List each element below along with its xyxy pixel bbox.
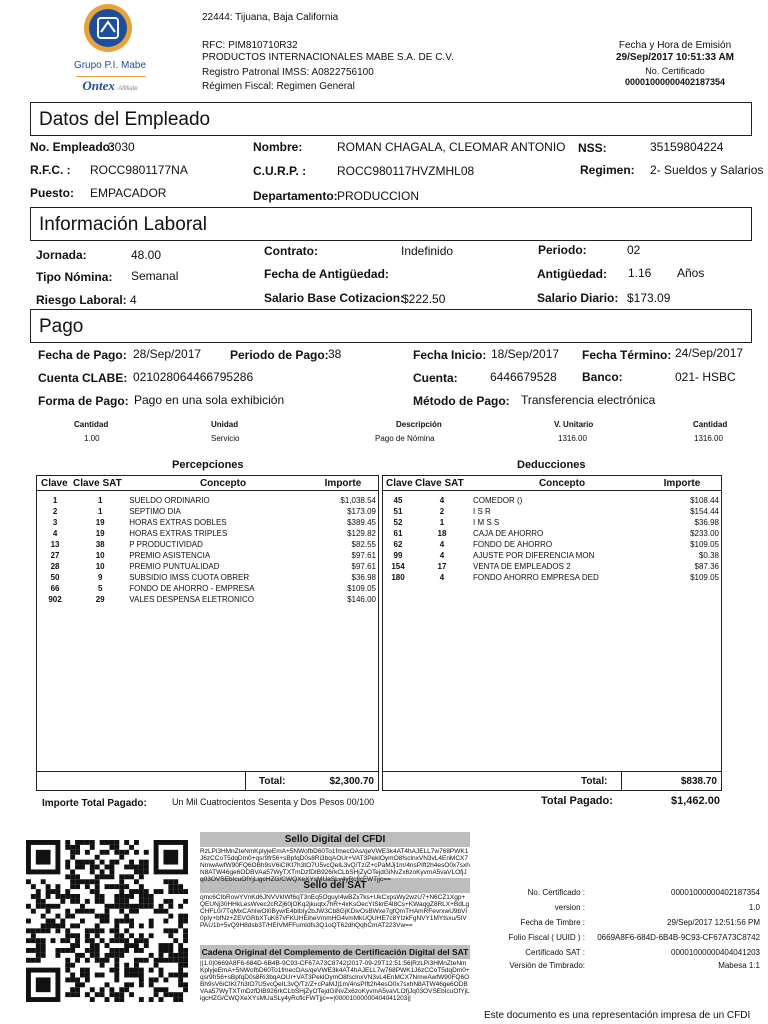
concepto-cantidad: 1.00 [84,434,100,443]
row-concepto: HORAS EXTRAS TRIPLES [129,529,228,538]
row-concepto: I S R [473,507,491,516]
row-clave-sat: 17 [437,562,447,571]
row-importe: $82.55 [351,540,376,549]
row-clave-sat: 4 [439,551,445,560]
perc-header-clavesat: Clave SAT [73,477,122,489]
row-clave-sat: 4 [439,540,445,549]
ded-header-clave: Clave [386,477,413,489]
row-concepto: VALES DESPENSA ELETRONICO [129,595,255,604]
logo-text: Grupo P.I. Mabe [73,60,147,71]
row-clave-sat: 19 [95,529,105,538]
row-clave: 51 [393,507,403,516]
contrato-label: Contrato: [264,244,318,258]
row-importe: $1,038.54 [340,496,376,505]
periodo-pago-label: Periodo de Pago: [230,348,329,362]
fecha-antiguedad-label: Fecha de Antigüedad: [264,267,389,281]
deducciones-rows [383,495,721,583]
row-importe: $36.98 [351,573,376,582]
nombre-label: Nombre: [253,140,303,154]
mabe-logo-icon [70,2,160,62]
salario-diario-value: $173.09 [627,291,671,305]
row-importe: $0.38 [698,551,719,560]
row-clave: 52 [393,518,403,527]
puesto-value: EMPACADOR [90,186,167,200]
deducciones-table [382,475,722,791]
row-clave-sat: 9 [97,573,103,582]
tipo-nomina-label: Tipo Nómina: [36,270,113,284]
antiguedad-label: Antigüedad: [537,267,607,281]
perc-header-importe: Importe [324,477,362,489]
row-clave-sat: 4 [439,496,445,505]
cuenta-clabe-value: 021028064466795286 [133,370,254,384]
total-pagado-value: $1,462.00 [671,795,720,807]
sello-sat-title: Sello del SAT [200,878,470,893]
timbre-vtimbrado-label: Versión de Timbrado: [509,961,585,970]
departamento-value: PRODUCCION [337,189,420,203]
ontex-affiliate: Affiliate [117,86,138,92]
table-row [37,528,378,539]
row-clave: 28 [50,562,60,571]
fecha-pago-label: Fecha de Pago: [38,348,127,362]
fecha-pago-value: 28/Sep/2017 [133,347,202,361]
metodo-pago-value: Transferencia electrónica [521,393,656,407]
row-clave-sat: 29 [95,595,105,604]
tipo-nomina-value: Semanal [131,269,179,283]
row-concepto: AJUSTE POR DIFERENCIA MON [473,551,595,560]
banco-value: 021- HSBC [675,370,736,384]
table-row [37,583,378,594]
row-concepto: PREMIO ASISTENCIA [129,551,211,560]
antiguedad-value: 1.16 [628,266,652,280]
ontex-logo: Ontex [82,78,115,93]
curp-label: C.U.R.P. : [253,164,307,178]
jornada-value: 48.00 [131,248,162,262]
section-title: Información Laboral [39,214,207,235]
table-row [383,495,721,506]
sello-cfdi-title: Sello Digital del CFDI [200,832,470,847]
table-row [37,517,378,528]
timbre-folio-value: 0669A8F6-684D-6B4B-9C93-CF67A73C8742 [597,933,760,942]
timbre-cert-label: No. Certificado : [527,888,585,897]
row-importe: $154.44 [690,507,719,516]
riesgo-value: 4 [130,293,137,307]
emision-value: 29/Sep/2017 10:51:33 AM [615,52,735,63]
sello-sat-text: qmc6CIbRowYVnKd6JNVVkIWf6qT3nEq5OguyI4wBZx7ks+UkCxpsWy2wzU7+N6CZ1Xgp+QEUNj30HHkLesWvec2cRZj60jOKq2jkuqtx7hR+4xKsOecYISkrE4l8Cs+KWaqgZ8RLX+BdLgCHFL0/7TqMxCAhIwOl0Byw/E4bIbIy2bJW3Cb8GjKDivOsBWxe7gfQmTHAmRFevrxwU9bVl0pIy+bfNz+ZEVGRbXTuK67vFKUHEiheVmmHG4vmMkUQUHE7c8YIzkFgNVY1MYtsxu/5IVPAU1b+5vQ9H8dsb3T/HEIVMFFumIdfs3Q1oQT62dhQqhCmAT223Vw== [200,894,470,929]
row-importe: $108.44 [690,496,719,505]
regimen-value: 2- Sueldos y Salarios [650,163,764,177]
sellos-block [200,832,470,1009]
row-importe: $233.00 [690,529,719,538]
row-importe: $87.36 [694,562,719,571]
timbre-certsat-label: Certificado SAT : [525,948,585,957]
regimen-label: Regimen: [580,163,635,177]
row-clave: 3 [52,518,58,527]
row-importe: $97.61 [351,551,376,560]
perc-header-concepto: Concepto [199,477,247,489]
concepto-header-unitario: V. Unitario [554,420,594,429]
table-row [37,594,378,605]
ded-total-value: $838.70 [680,776,717,787]
table-row [37,495,378,506]
timbre-version-value: 1.0 [748,903,760,912]
row-clave: 13 [50,540,60,549]
contrato-value: Indefinido [401,244,454,258]
row-clave: 4 [52,529,58,538]
cfdi-footer: Este documento es una representación impresa de un CFDI [484,1010,751,1021]
salario-base-value: $222.50 [402,292,446,306]
riesgo-label: Riesgo Laboral: [36,293,127,307]
row-clave-sat: 10 [95,562,105,571]
table-row [37,572,378,583]
no-empleado-label: No. Empleado: [30,140,115,154]
importe-letra: Un Mil Cuatrocientos Sesenta y Dos Pesos 00/100 [172,797,375,807]
perc-total-label: Total: [259,776,286,787]
row-concepto: FONDO AHORRO EMPRESA DED [473,573,599,582]
table-row [37,506,378,517]
percepciones-title: Percepciones [172,459,244,471]
row-clave: 50 [50,573,60,582]
periodo-value: 02 [627,243,641,257]
row-clave-sat: 19 [95,518,105,527]
row-concepto: VENTA DE EMPLEADOS 2 [473,562,571,571]
certificado-label: No. Certificado [645,66,705,76]
row-concepto: COMEDOR () [473,496,523,505]
company-regimen: Régimen Fiscal: Regimen General [202,81,355,92]
table-row [383,539,721,550]
row-importe: $173.09 [347,507,376,516]
deducciones-title: Deducciones [517,459,586,471]
rfc-label: R.F.C. : [30,163,71,177]
table-row [37,561,378,572]
qr-code-icon [26,840,188,1002]
forma-pago-label: Forma de Pago: [38,394,129,408]
row-clave: 2 [52,507,58,516]
timbre-block [480,888,760,974]
concepto-header-descripcion: Descripción [396,420,442,429]
row-clave-sat: 1 [439,518,445,527]
perc-total-value: $2,300.70 [329,776,374,787]
section-title: Datos del Empleado [39,109,211,130]
fecha-inicio-value: 18/Sep/2017 [491,347,560,361]
table-row [383,528,721,539]
row-clave: 99 [393,551,403,560]
row-importe: $97.61 [351,562,376,571]
banco-label: Banco: [582,370,623,384]
departamento-label: Departamento: [253,189,338,203]
company-registro: Registro Patronal IMSS: A0822756100 [202,67,374,78]
nss-value: 35159804224 [650,140,724,154]
row-importe: $109.05 [690,540,719,549]
timbre-cert-value: 00001000000402187354 [671,888,760,897]
row-clave-sat: 38 [95,540,105,549]
row-clave: 180 [391,573,405,582]
certificado-value: 00001000000402187354 [624,77,726,87]
periodo-pago-value: 38 [328,347,342,361]
company-rfc: RFC: PIM810710R32 [202,40,298,51]
table-row [37,539,378,550]
company-logo [70,2,160,98]
row-importe: $109.05 [690,573,719,582]
section-title: Pago [39,316,84,337]
cadena-original-title: Cadena Original del Complemento de Certificación Digital del SAT [201,947,469,957]
row-concepto: CAJA DE AHORRO [473,529,544,538]
cuenta-label: Cuenta: [413,371,458,385]
perc-header-clave: Clave [41,477,68,489]
periodo-label: Periodo: [538,243,587,257]
antiguedad-unit: Años [677,266,705,280]
company-address: 22444: Tijuana, Baja California [202,12,339,23]
table-row [37,550,378,561]
row-clave-sat: 1 [97,507,103,516]
curp-value: ROCC980117HVZMHL08 [337,164,475,178]
fecha-termino-value: 24/Sep/2017 [675,346,744,360]
ded-header-clavesat: Clave SAT [415,477,464,489]
percepciones-table [36,475,379,791]
row-clave: 62 [393,540,403,549]
row-clave-sat: 1 [97,496,103,505]
row-concepto: SEPTIMO DIA [129,507,181,516]
concepto-cantidad2: 1316.00 [694,434,723,443]
row-clave-sat: 10 [95,551,105,560]
table-row [383,561,721,572]
salario-base-label: Salario Base Cotizacion: [264,291,405,305]
qr-code [26,840,188,1002]
row-clave-sat: 18 [437,529,447,538]
jornada-label: Jornada: [36,248,87,262]
concepto-header-cantidad2: Cantidad [693,420,728,429]
concepto-header-unidad: Unidad [211,420,239,429]
total-pagado-label: Total Pagado: [541,795,613,807]
timbre-folio-label: Folio Fiscal ( UUID ) : [508,933,585,942]
percepciones-rows [37,495,378,605]
section-informacion-laboral [30,207,752,241]
row-clave: 1 [52,496,58,505]
table-row [383,572,721,583]
row-concepto: SUBSIDIO IMSS CUOTA OBRER [129,573,250,582]
cuenta-clabe-label: Cuenta CLABE: [38,371,128,385]
importe-total-label: Importe Total Pagado: [42,798,147,809]
emision-label: Fecha y Hora de Emisión [618,40,732,51]
cadena-original-text: ||1.0|0669A8F6-684D-6B4B-9C93-CF67A73C8742|2017-09-29T12:51:56|RzLPi3HMnZteNmKplyjeEmA+5NWofbD60To1fmecOAs/qeVWE3k4AT4hAJELL7w768PWK1J6zCCoT5dqDm0+qsr9fr56+sBpfqD0s8Ri3bqAOUr+VAT3PeklOymO8fsclnxVN3vL4EnMCX7NmwAwfW90FQ6OBh9sV6iCIKt7h3tO7U5vcQeIL3vQ/Tz/Z+cPaMJj1m/4nsPIft2h4esO0x7sxhN8ATW46ge6ODBVAa57WyTXTmDzfDIB926rkCLbSHjZyOTejdGiNvZx6zoKyvmA5vaVLOfjJq03OVSEbIcuOfYjLigcHZG/CWQXeXYsMUaSLy4yRcflcFWTjjc==|00001000000404041203|| [200,960,470,1002]
puesto-label: Puesto: [30,186,75,200]
company-name: PRODUCTOS INTERNACIONALES MABE S.A. DE C.V. [202,52,454,63]
row-clave: 66 [50,584,60,593]
row-concepto: FONDO DE AHORRO - EMPRESA [129,584,255,593]
row-clave: 27 [50,551,60,560]
row-clave-sat: 5 [97,584,103,593]
concepto-unidad: Servicio [211,434,240,443]
row-clave: 61 [393,529,403,538]
row-concepto: PREMIO PUNTUALIDAD [129,562,220,571]
section-pago [30,309,752,343]
timbre-certsat-value: 00001000000404041203 [671,948,760,957]
concepto-descripcion: Pago de Nómina [375,434,435,443]
salario-diario-label: Salario Diario: [537,291,619,305]
row-clave: 154 [391,562,405,571]
timbre-fecha-label: Fecha de Timbre : [520,918,585,927]
row-clave: 45 [393,496,403,505]
cuenta-value: 6446679528 [490,370,557,384]
timbre-fecha-value: 29/Sep/2017 12:51:56 PM [667,918,760,927]
metodo-pago-label: Método de Pago: [413,394,510,408]
table-row [383,506,721,517]
row-concepto: HORAS EXTRAS DOBLES [129,518,227,527]
timbre-vtimbrado-value: Mabesa 1.1 [718,961,760,970]
row-concepto: I M S S [473,518,500,527]
row-concepto: FONDO DE AHORRO [473,540,553,549]
no-empleado-value: 3030 [108,140,135,154]
ded-header-importe: Importe [663,477,701,489]
sello-cfdi-text: RzLPi3HMnZteNmKplyjeEmA+5NWofbD60To1fmecOAs/qeVWE3k4AT4hAJELL7w768PWK1J6zCCoT5dqDm0+qsr9fr56+sBpfqD0s8Ri3bqAOUr+VAT3PeklOymO8fsclnxVN3vL4EnMCX7NmwAwfW90FQ6OBh9sV6iCIKt7h3tO7U5vcQeIL3vQ/Tz/Z+cPaMJj1m/4nsPIft2h4esO0x7sxhN8ATW46ge6ODBVAa57WyTXTmDzfDIB926rkCLbSHjZyOTejdGiNvZx6zoKyvmA5vaVLOfjJq03OVSEbIcuOfYjLigcHZG/CWQXeXYsMUaSLy4yRcflcFWTjjc== [200,848,470,883]
rfc-value: ROCC9801177NA [90,163,188,177]
table-row [383,517,721,528]
table-row [383,550,721,561]
row-clave-sat: 2 [439,507,445,516]
nombre-value: ROMAN CHAGALA, CLEOMAR ANTONIO [337,140,566,154]
row-importe: $389.45 [347,518,376,527]
fecha-inicio-label: Fecha Inicio: [413,348,487,362]
nss-label: NSS: [578,141,607,155]
timbre-version-label: version : [554,903,585,912]
concepto-unitario: 1316.00 [558,434,587,443]
row-importe: $146.00 [347,595,376,604]
section-datos-empleado [30,102,752,136]
ded-total-label: Total: [581,776,608,787]
ded-header-concepto: Concepto [538,477,586,489]
concepto-header-cantidad: Cantidad [74,420,109,429]
row-concepto: P PRODUCTIVIDAD [129,540,203,549]
row-clave: 902 [48,595,62,604]
row-importe: $109.05 [347,584,376,593]
row-importe: $36.98 [694,518,719,527]
row-importe: $129.82 [347,529,376,538]
forma-pago-value: Pago en una sola exhibición [134,393,285,407]
row-concepto: SUELDO ORDINARIO [129,496,210,505]
fecha-termino-label: Fecha Término: [582,348,672,362]
row-clave-sat: 4 [439,573,445,582]
